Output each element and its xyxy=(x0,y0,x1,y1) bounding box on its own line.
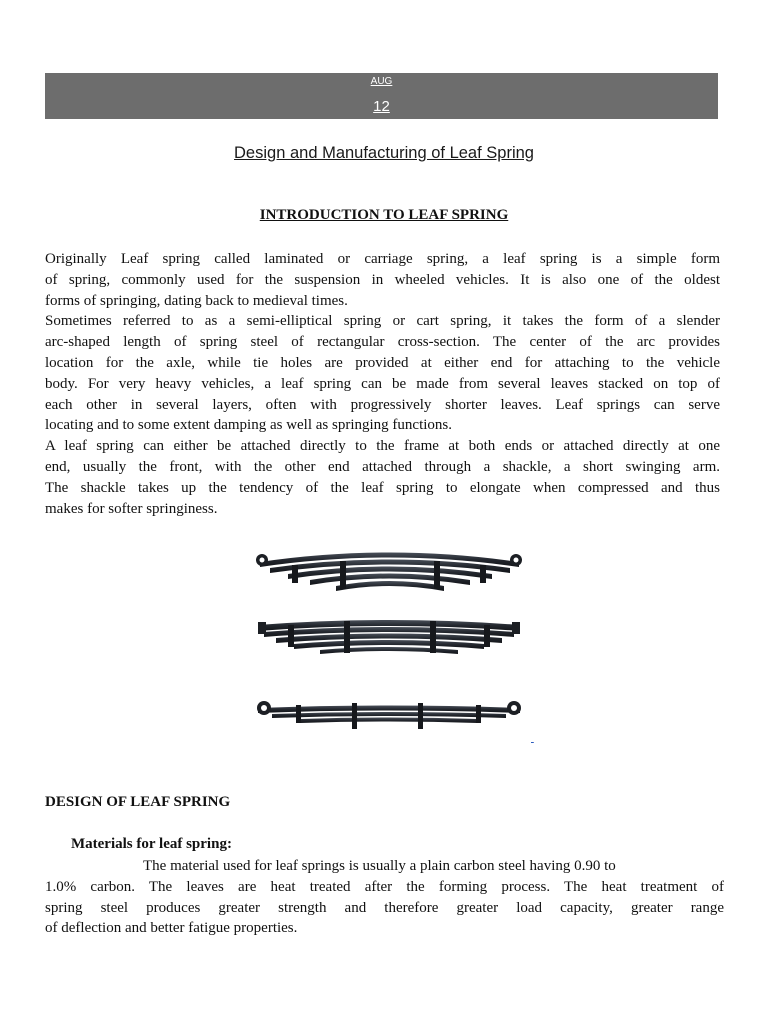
leaf-spring-top xyxy=(256,553,522,592)
leaf-spring-bottom xyxy=(257,701,521,729)
intro-paragraph-1 xyxy=(45,249,720,311)
text-line: body. For very heavy vehicles, a leaf spring can be made from several leaves stacked on top of xyxy=(45,375,720,392)
document-title-link[interactable]: Design and Manufacturing of Leaf Spring xyxy=(234,144,534,162)
image-link[interactable] xyxy=(531,733,534,744)
text-line: of spring, commonly used for the suspension in wheeled vehicles. It is also one of the oldest xyxy=(45,271,720,288)
text-line: forms of springing, dating back to medieval times. xyxy=(45,292,348,309)
text-line: spring steel produces greater strength and therefore greater load capacity, greater range xyxy=(45,899,724,916)
text-line: end, usually the front, with the other end attached through a shackle, a short swinging arm. xyxy=(45,458,720,475)
text-line: Sometimes referred to as a semi-elliptical spring or cart spring, it takes the form of a slender xyxy=(45,313,720,330)
materials-paragraph xyxy=(45,856,724,939)
text-line: each other in several layers, often with progressively shorter leaves. Leaf springs can serve xyxy=(45,396,720,413)
intro-heading: INTRODUCTION TO LEAF SPRING xyxy=(259,207,509,223)
text-line: locating and to some extent damping as well as springing functions. xyxy=(45,417,453,434)
date-month-link[interactable]: AUG xyxy=(370,76,393,87)
text-line: arc-shaped length of spring steel of rectangular cross-section. The center of the arc provides xyxy=(45,334,720,351)
text-line: A leaf spring can either be attached directly to the frame at both ends or attached directly at one xyxy=(45,438,720,455)
date-banner xyxy=(45,73,718,119)
text-line: of deflection and better fatigue properties. xyxy=(45,920,298,937)
date-day-link[interactable]: 12 xyxy=(373,98,390,115)
intro-paragraph-2 xyxy=(45,311,720,436)
text-line: The shackle takes up the tendency of the leaf spring to elongate when compressed and thus xyxy=(45,479,720,496)
design-heading: DESIGN OF LEAF SPRING xyxy=(45,794,231,810)
text-line: makes for softer springiness. xyxy=(45,500,218,517)
intro-paragraph-3 xyxy=(45,436,720,519)
text-line: location for the axle, while tie holes are provided at either end for attaching to the vehicle xyxy=(45,354,720,371)
text-line: The material used for leaf springs is usually a plain carbon steel having 0.90 to xyxy=(143,858,616,874)
text-line: 1.0% carbon. The leaves are heat treated after the forming process. The heat treatment of xyxy=(45,878,724,895)
leaf-spring-middle xyxy=(258,620,520,654)
leaf-spring-image xyxy=(248,545,530,740)
materials-heading: Materials for leaf spring: xyxy=(71,836,232,852)
text-line: Originally Leaf spring called laminated or carriage spring, a leaf spring is a simple form xyxy=(45,251,720,267)
